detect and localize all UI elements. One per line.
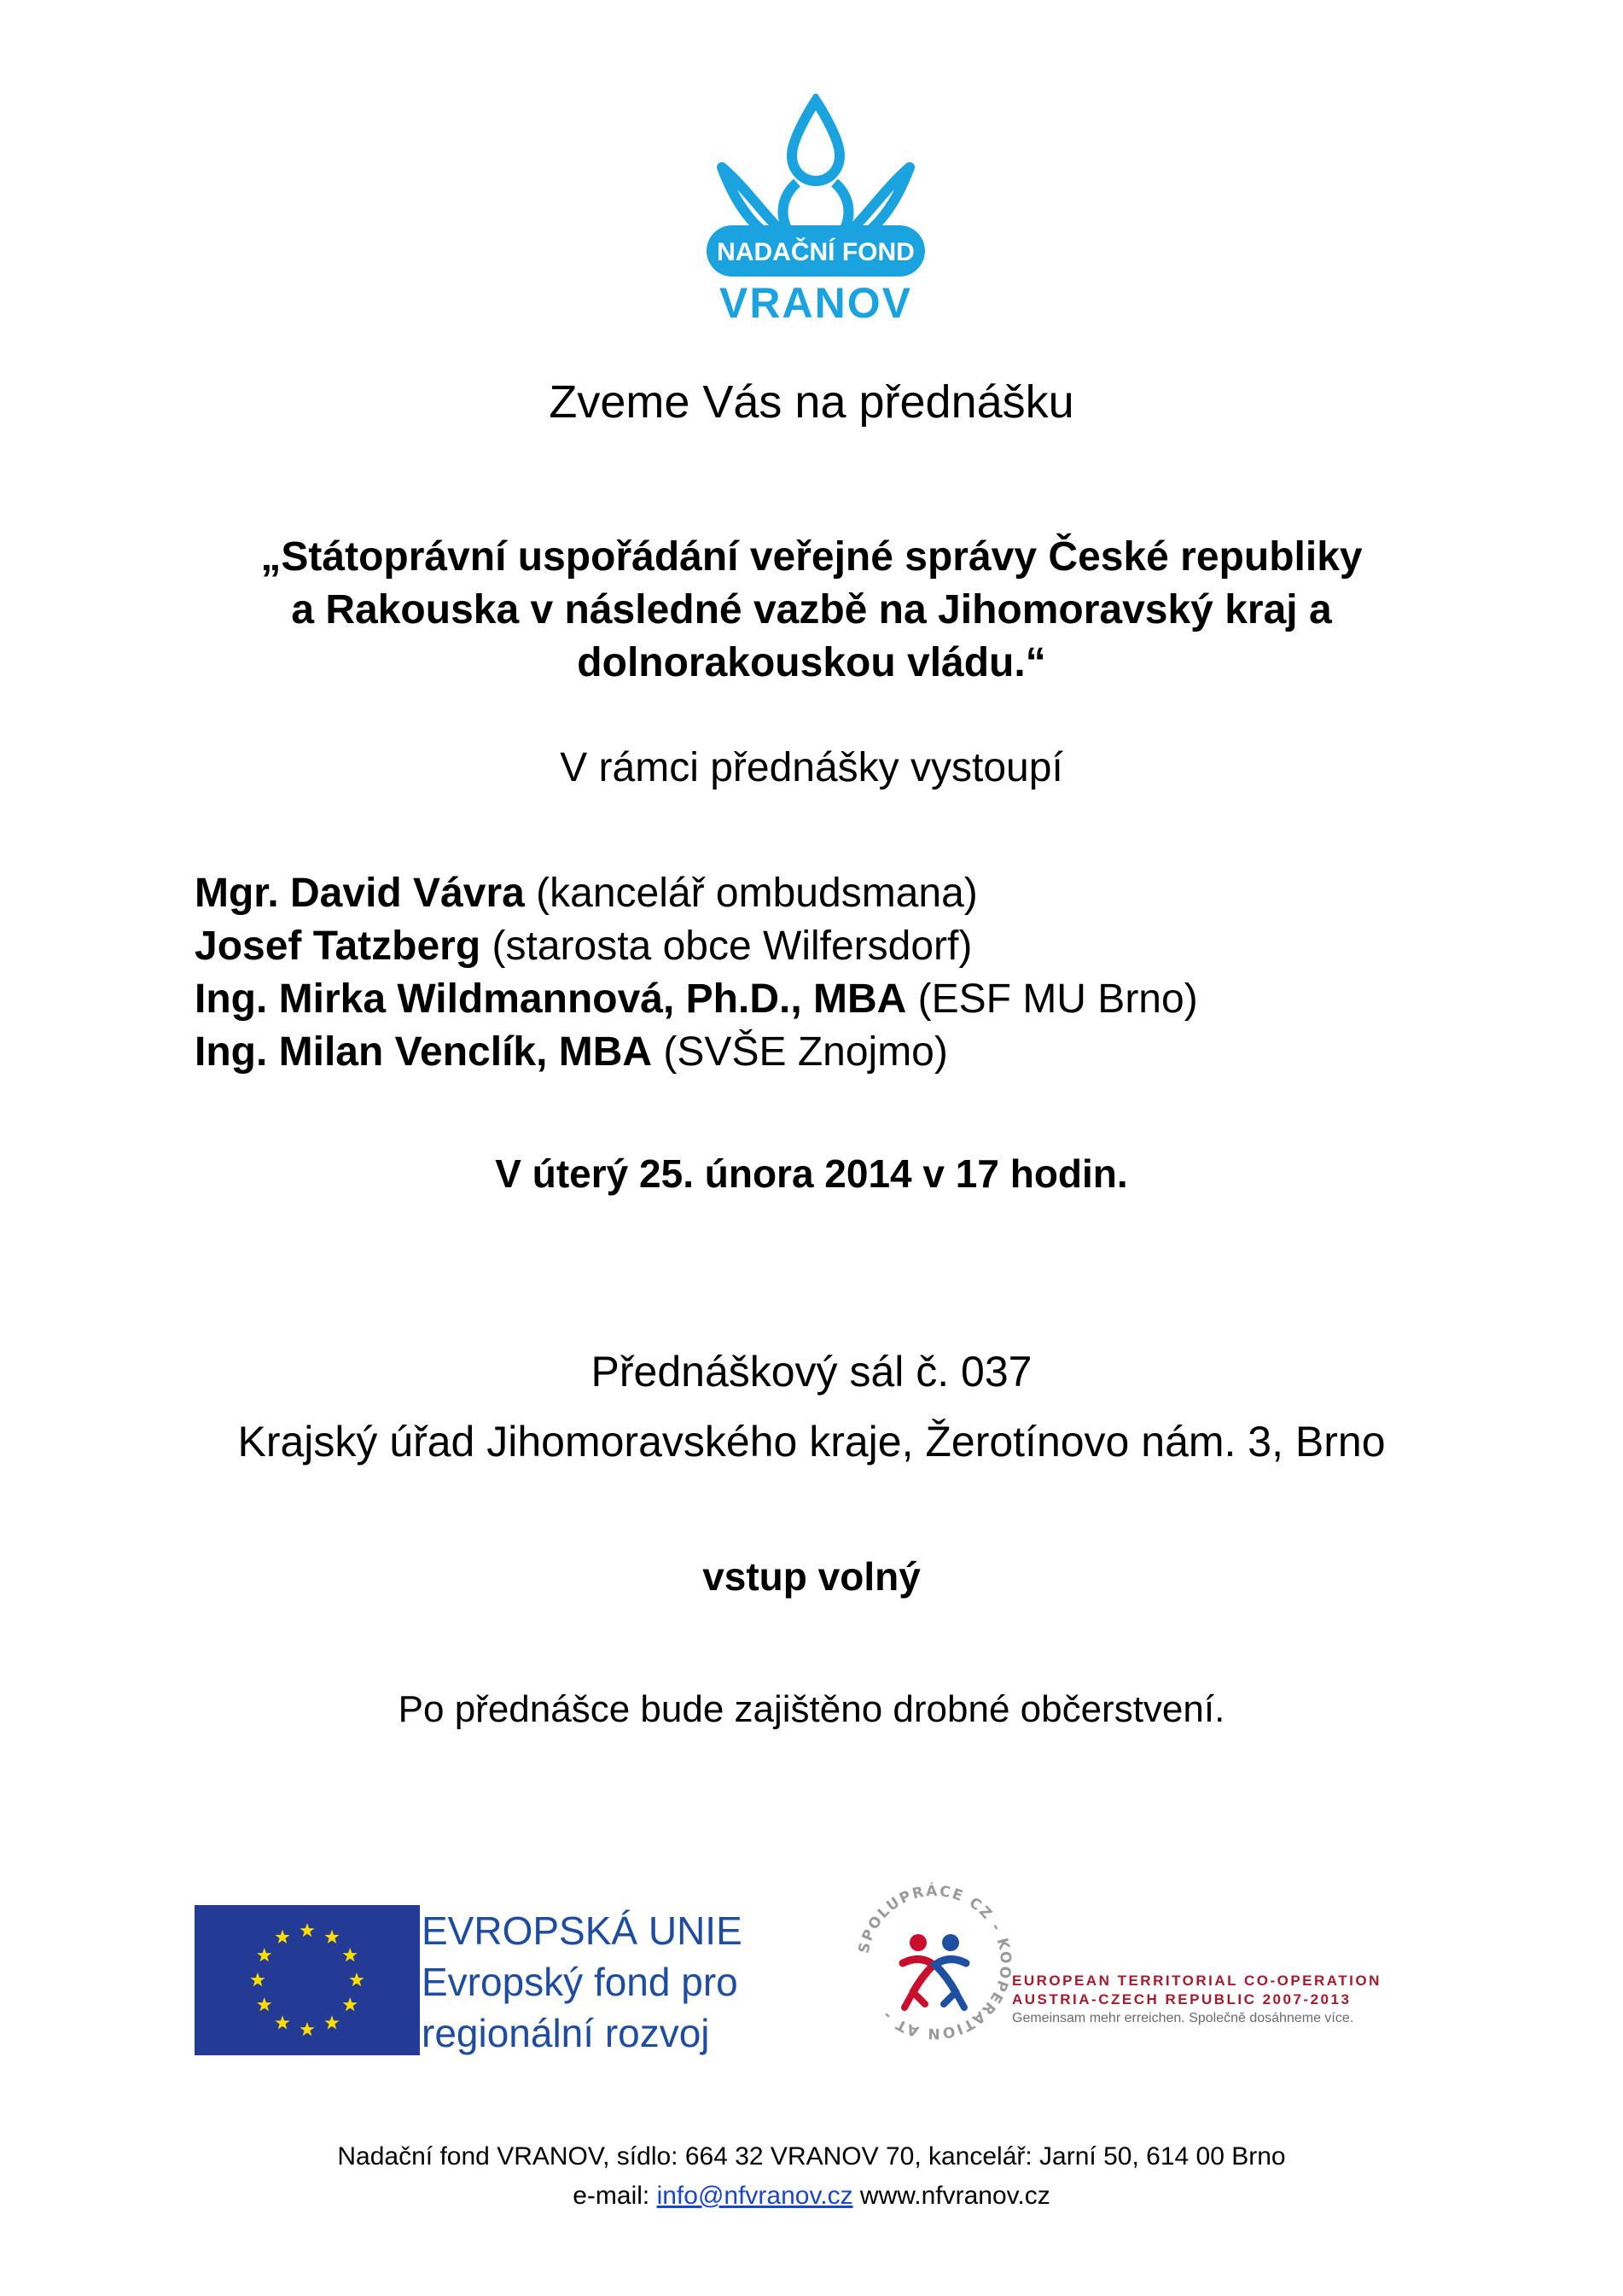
eu-star-icon [257, 1997, 271, 2011]
lecture-title-line: dolnorakouskou vládu.“ [577, 640, 1046, 685]
event-room: Přednáškový sál č. 037 [590, 1348, 1033, 1396]
speakers-list [195, 867, 1198, 1079]
eu-star-icon [324, 1930, 339, 1943]
website-text: www.nfvranov.cz [852, 2182, 1050, 2210]
cooperation-seal-icon [853, 1881, 1015, 2043]
speaker-name: Josef Tatzberg [195, 924, 481, 969]
eu-line: EVROPSKÁ UNIE [422, 1908, 742, 1953]
invitation-heading: Zveme Vás na přednášku [549, 376, 1074, 428]
event-date: V úterý 25. února 2014 v 17 hodin. [495, 1151, 1128, 1196]
lecture-title [0, 531, 1623, 690]
footer-contact [0, 2182, 1623, 2211]
email-link[interactable]: info@nfvranov.cz [656, 2182, 853, 2210]
coop-line: AUSTRIA-CZECH REPUBLIC 2007-2013 [1012, 1991, 1352, 2008]
eu-star-icon [349, 1973, 364, 1986]
speaker-item [195, 867, 1198, 920]
lecture-title-line: „Státoprávní uspořádání veřejné správy České republiky [260, 534, 1363, 580]
speaker-role: (ESF MU Brno) [906, 976, 1198, 1022]
speaker-item [195, 973, 1198, 1026]
eu-star-icon [275, 1930, 289, 1943]
speaker-name: Mgr. David Vávra [195, 871, 525, 916]
eu-star-icon [343, 1997, 358, 2011]
event-address: Krajský úřad Jihomoravského kraje, Žerotínovo nám. 3, Brno [237, 1418, 1386, 1466]
speaker-name: Ing. Mirka Wildmannová, Ph.D., MBA [195, 976, 907, 1022]
cooperation-logo-text [1012, 1972, 1382, 2028]
eu-flag-icon [195, 1905, 420, 2055]
entry-note: vstup volný [702, 1554, 921, 1599]
eu-line: Evropský fond pro [422, 1960, 738, 2004]
nadacni-fond-vranov-logo [688, 94, 944, 333]
eu-star-icon [324, 2015, 339, 2029]
coop-line: EUROPEAN TERRITORIAL CO-OPERATION [1012, 1973, 1382, 1989]
eu-line: regionální rozvoj [422, 2011, 710, 2055]
email-label: e-mail: [573, 2182, 657, 2210]
speaker-role: (starosta obce Wilfersdorf) [480, 924, 973, 969]
speaker-item [195, 1026, 1198, 1079]
eu-star-icon [250, 1973, 265, 1986]
lotus-logo-icon [688, 94, 944, 333]
logo-line2: VRANOV [719, 279, 912, 327]
eu-star-icon [300, 1923, 314, 1937]
seal-text: SPOLUPRÁCE CZ - KOOPERATION AT - [855, 1882, 1015, 2043]
eu-star-icon [300, 2022, 314, 2036]
speaker-name: Ing. Milan Venclík, MBA [195, 1029, 653, 1075]
refreshments-note: Po přednášce bude zajištěno drobné občerstvení. [398, 1688, 1225, 1730]
logo-line1: NADAČNÍ FOND [717, 238, 915, 266]
coop-slogan: Gemeinsam mehr erreichen. Společně dosáhneme více. [1012, 2011, 1354, 2025]
footer-address: Nadační fond VRANOV, sídlo: 664 32 VRANOV 70, kancelář: Jarní 50, 614 00 Brno [337, 2142, 1286, 2171]
eu-star-icon [343, 1948, 358, 1961]
speaker-item [195, 920, 1198, 973]
speakers-intro: V rámci přednášky vystoupí [560, 745, 1063, 790]
eu-logo-text [422, 1905, 742, 2059]
eu-star-icon [275, 2015, 289, 2029]
eu-star-icon [257, 1948, 271, 1961]
speaker-role: (SVŠE Znojmo) [652, 1029, 948, 1075]
eu-stars [195, 1905, 420, 2055]
lecture-title-line: a Rakouska v následné vazbě na Jihomoravský kraj a [291, 587, 1332, 632]
speaker-role: (kancelář ombudsmana) [524, 871, 978, 916]
